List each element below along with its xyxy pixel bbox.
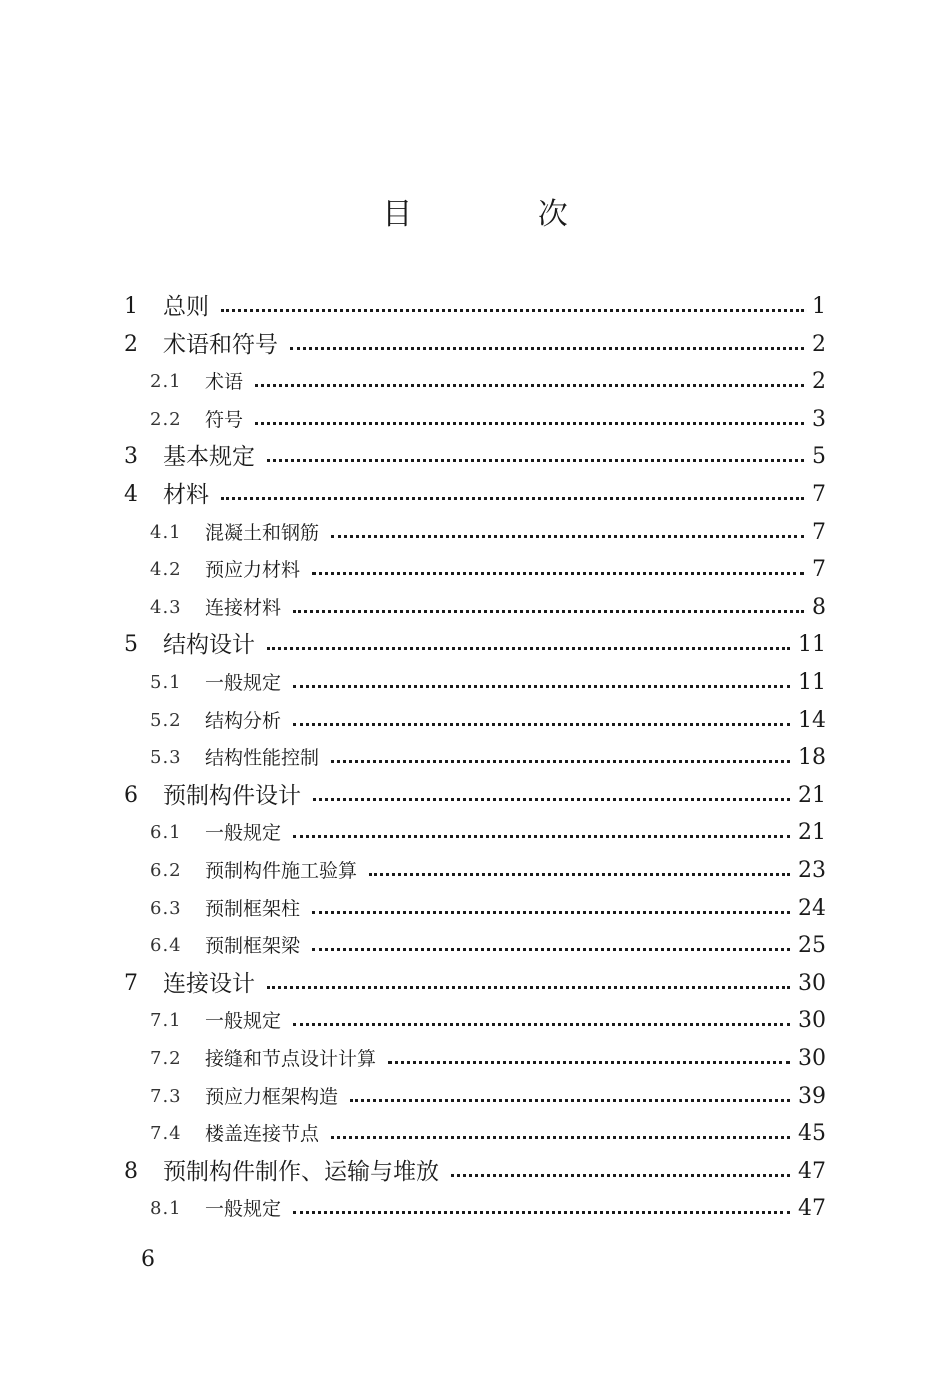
toc-section-entry[interactable]: [0, 552, 950, 588]
toc-dot-leader: [293, 1191, 790, 1227]
toc-section-entry[interactable]: [0, 402, 950, 438]
toc-entry-page: 21: [798, 782, 826, 808]
toc-entry-page: 24: [798, 895, 826, 921]
toc-dot-leader: [267, 439, 804, 475]
toc-dot-leader: [267, 966, 790, 1002]
toc-entry-number: 4: [124, 482, 138, 507]
toc-entry-label: 预制框架梁: [205, 935, 301, 958]
toc-entry-page: 5: [812, 444, 826, 470]
toc-entry-page: 23: [798, 858, 826, 883]
toc-section-entry[interactable]: [0, 853, 950, 889]
toc-entry-number: 7.4: [150, 1123, 182, 1145]
toc-entry-label: 楼盖连接节点: [205, 1123, 320, 1146]
toc-entry-label: 混凝土和钢筋: [205, 521, 320, 544]
toc-section-entry[interactable]: [0, 1191, 950, 1227]
toc-entry-number: 8.1: [150, 1198, 182, 1220]
toc-entry-number: 2: [124, 331, 138, 357]
toc-entry-label: 符号: [205, 408, 244, 431]
toc-entry-label: 总则: [163, 294, 209, 320]
toc-entry-number: 4.3: [150, 596, 182, 618]
toc-dot-leader: [255, 364, 804, 400]
toc-section-entry[interactable]: [0, 1041, 950, 1077]
toc-chapter-entry[interactable]: [0, 1154, 950, 1190]
toc-section-entry[interactable]: [0, 515, 950, 551]
toc-dot-leader: [255, 402, 804, 438]
toc-entry-page: 8: [812, 594, 826, 620]
toc-section-entry[interactable]: [0, 1079, 950, 1115]
toc-dot-leader: [313, 778, 790, 814]
toc-dot-leader: [331, 740, 790, 776]
toc-entry-page: 47: [798, 1158, 826, 1184]
toc-entry-number: 7: [124, 970, 138, 996]
toc-entry-number: 6.2: [150, 860, 182, 881]
toc-entry-page: 18: [798, 745, 826, 771]
toc-dot-leader: [451, 1154, 790, 1190]
toc-entry-page: 2: [812, 369, 826, 395]
toc-entry-page: 25: [798, 933, 826, 959]
toc-entry-label: 接缝和节点设计计算: [205, 1048, 377, 1070]
toc-entry-number: 4.1: [150, 521, 182, 543]
toc-entry-label: 预制构件施工验算: [205, 860, 358, 882]
toc-entry-label: 结构性能控制: [205, 747, 320, 770]
toc-chapter-entry[interactable]: [0, 289, 950, 325]
toc-section-entry[interactable]: [0, 1116, 950, 1152]
toc-entry-page: 1: [812, 294, 826, 319]
toc-dot-leader: [312, 891, 790, 927]
toc-dot-leader: [293, 815, 790, 851]
toc-dot-leader: [331, 1116, 790, 1152]
toc-entry-page: 39: [798, 1083, 826, 1109]
toc-entry-number: 6.4: [150, 935, 182, 957]
toc-dot-leader: [388, 1041, 790, 1077]
toc-entry-number: 7.3: [150, 1085, 182, 1107]
toc-section-entry[interactable]: [0, 590, 950, 626]
toc-chapter-entry[interactable]: [0, 966, 950, 1002]
toc-entry-page: 14: [798, 707, 826, 733]
toc-section-entry[interactable]: [0, 665, 950, 701]
toc-dot-leader: [369, 853, 790, 889]
toc-entry-label: 预制框架柱: [205, 897, 301, 920]
toc-entry-page: 30: [798, 970, 826, 996]
toc-section-entry[interactable]: [0, 1003, 950, 1039]
toc-section-entry[interactable]: [0, 815, 950, 851]
toc-entry-page: 30: [798, 1008, 826, 1034]
toc-entry-page: 2: [812, 331, 826, 357]
toc-entry-page: 45: [798, 1121, 826, 1147]
toc-entry-label: 结构设计: [163, 632, 255, 659]
toc-section-entry[interactable]: [0, 891, 950, 927]
toc-section-entry[interactable]: [0, 740, 950, 776]
toc-entry-label: 一般规定: [205, 672, 282, 694]
toc-entry-number: 1: [124, 294, 138, 319]
toc-entry-label: 术语和符号: [163, 331, 278, 358]
toc-entry-label: 材料: [163, 482, 209, 508]
toc-entry-number: 5.1: [150, 672, 182, 693]
toc-entry-page: 7: [812, 519, 826, 545]
toc-entry-page: 3: [812, 406, 826, 432]
toc-entry-label: 预制构件设计: [163, 782, 301, 809]
toc-dot-leader: [221, 477, 804, 513]
toc-entry-label: 一般规定: [205, 1198, 282, 1221]
toc-dot-leader: [293, 590, 804, 626]
toc-entry-label: 术语: [205, 371, 244, 394]
toc-entry-label: 预制构件制作、运输与堆放: [163, 1158, 439, 1185]
toc-entry-label: 基本规定: [163, 444, 255, 471]
toc-entry-number: 7.1: [150, 1010, 182, 1032]
toc-entry-number: 6: [124, 782, 138, 808]
toc-dot-leader: [293, 703, 790, 739]
toc-dot-leader: [221, 289, 804, 325]
toc-entry-label: 连接材料: [205, 596, 282, 619]
toc-entry-number: 2.2: [150, 408, 182, 430]
toc-section-entry[interactable]: [0, 364, 950, 400]
toc-chapter-entry[interactable]: [0, 778, 950, 814]
toc-entry-page: 47: [798, 1196, 826, 1222]
toc-entry-number: 6.1: [150, 822, 182, 844]
toc-dot-leader: [267, 627, 790, 663]
toc-entry-label: 连接设计: [163, 970, 255, 997]
toc-dot-leader: [312, 928, 790, 964]
page-number: 6: [141, 1247, 155, 1272]
toc-entry-number: 5.3: [150, 747, 182, 769]
toc-section-entry[interactable]: [0, 928, 950, 964]
toc-entry-number: 5: [124, 632, 138, 658]
toc-entry-label: 一般规定: [205, 1010, 282, 1033]
toc-entry-number: 3: [124, 444, 138, 470]
toc-entry-page: 7: [812, 482, 826, 507]
toc-dot-leader: [290, 327, 804, 363]
toc-entry-page: 7: [812, 557, 826, 583]
toc-entry-number: 2.1: [150, 371, 182, 393]
toc-entry-number: 8: [124, 1158, 138, 1184]
toc-entry-label: 预应力框架构造: [205, 1085, 339, 1108]
toc-entry-label: 一般规定: [205, 822, 282, 845]
toc-dot-leader: [312, 552, 804, 588]
toc-entry-number: 6.3: [150, 897, 182, 919]
toc-entry-number: 7.2: [150, 1048, 182, 1069]
toc-entry-page: 30: [798, 1046, 826, 1071]
toc-chapter-entry[interactable]: [0, 327, 950, 363]
page-title: 目 次: [382, 197, 626, 232]
toc-chapter-entry[interactable]: [0, 477, 950, 513]
toc-entry-page: 11: [798, 670, 826, 695]
toc-dot-leader: [350, 1079, 790, 1115]
toc-dot-leader: [293, 665, 790, 701]
toc-entry-label: 预应力材料: [205, 559, 301, 582]
toc-entry-page: 11: [798, 632, 826, 658]
toc-entry-page: 21: [798, 820, 826, 846]
toc-dot-leader: [293, 1003, 790, 1039]
toc-entry-number: 5.2: [150, 709, 182, 731]
toc-entry-number: 4.2: [150, 559, 182, 581]
toc-chapter-entry[interactable]: [0, 627, 950, 663]
toc-section-entry[interactable]: [0, 703, 950, 739]
toc-entry-label: 结构分析: [205, 709, 282, 732]
toc-chapter-entry[interactable]: [0, 439, 950, 475]
toc-dot-leader: [331, 515, 804, 551]
